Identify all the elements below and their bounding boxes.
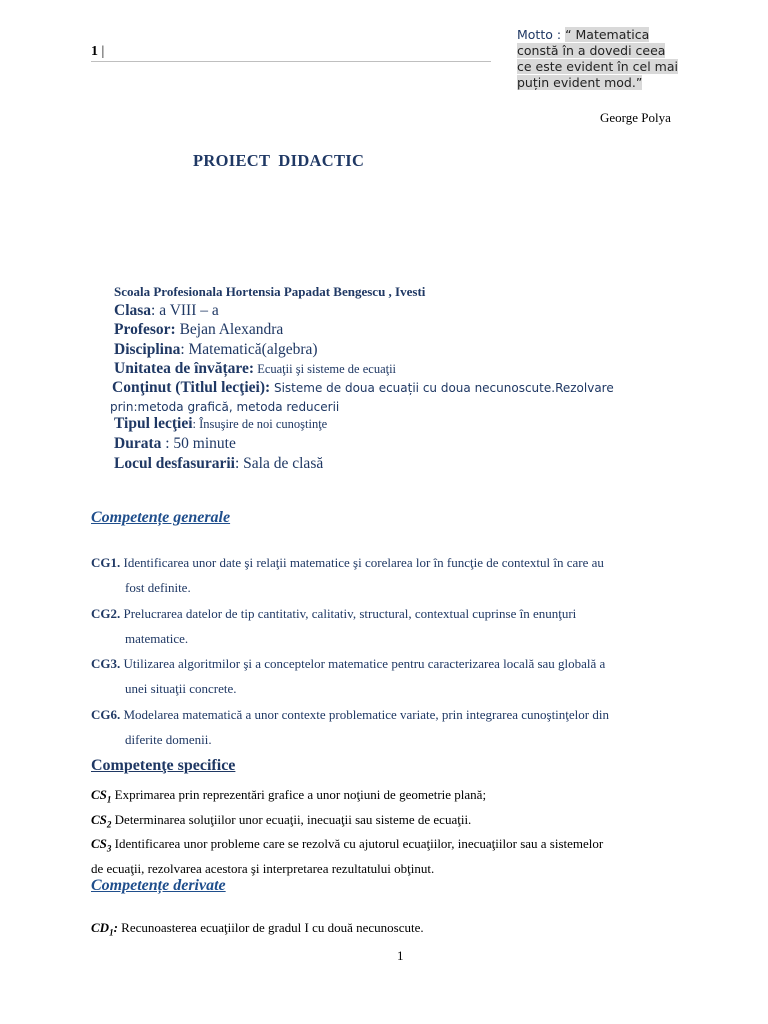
cs-text: Determinarea soluţiilor unor ecuaţii, inecuaţii sau sisteme de ecuaţii. <box>111 811 472 827</box>
continut-value: Sisteme de doua ecuații cu doua necunoscute.Rezolvare <box>270 381 614 395</box>
cg-text: Modelarea matematică a unor contexte problematice variate, prin integrarea cunoştinţelor din <box>120 707 609 722</box>
heading-competente-generale: Competențe generale <box>91 509 231 526</box>
info-profesor <box>114 321 283 339</box>
heading-competente-specifice: Competenţe specifice <box>91 757 236 774</box>
motto-line: ce este evident în cel mai <box>517 59 678 74</box>
cg-text-cont: fost definite. <box>125 580 191 595</box>
cg-text-cont: diferite domenii. <box>125 732 212 747</box>
clasa-label: Clasa <box>114 302 152 319</box>
cg-item <box>91 601 711 651</box>
cs-code: CS <box>91 811 107 827</box>
cs-item <box>91 834 711 878</box>
continut-value-cont: prin:metoda grafică, metoda reducerii <box>110 400 340 414</box>
header-page-number <box>91 44 104 60</box>
cg-item <box>91 550 711 600</box>
durata-label: Durata <box>114 435 162 452</box>
header-separator: | <box>101 44 105 59</box>
cs-item <box>91 810 711 835</box>
info-continut <box>112 379 614 397</box>
unitatea-value: Ecuaţii şi sisteme de ecuaţii <box>254 362 397 376</box>
cs-list <box>91 785 711 878</box>
cg-code: CG2. <box>91 606 121 621</box>
heading-competente-derivate: Competențe derivate <box>91 877 226 894</box>
continut-label: Conţinut (Titlul lecţiei): <box>112 379 271 396</box>
header-rule <box>91 61 491 62</box>
cg-item <box>91 702 711 752</box>
cg-code: CG3. <box>91 656 121 671</box>
cs-item <box>91 785 711 810</box>
cg-item <box>91 651 711 701</box>
motto-label: Motto : <box>517 27 562 42</box>
cg-text: Prelucrarea datelor de tip cantitativ, calitativ, structural, contextual cuprinse în enunţuri <box>120 606 577 621</box>
info-continut-cont <box>110 398 339 416</box>
motto-line: puțin evident mod.” <box>517 75 643 90</box>
footer-page-number: 1 <box>397 948 404 963</box>
school-name: Scoala Profesionala Hortensia Papadat Bengescu , Ivesti <box>114 284 426 299</box>
tipul-label: Tipul lecţiei <box>114 415 193 432</box>
info-durata <box>114 435 236 453</box>
motto-block <box>517 27 697 91</box>
info-tipul <box>114 415 327 433</box>
profesor-value: Bejan Alexandra <box>175 321 284 338</box>
cd-text: Recunoasterea ecuaţiilor de gradul I cu două necunoscute. <box>117 920 424 935</box>
cs-code: CS <box>91 787 107 802</box>
cs-text-cont: de ecuaţii, rezolvarea acestora şi interpretarea rezultatului obţinut. <box>91 860 435 876</box>
cd-code: CD <box>91 920 110 935</box>
info-locul <box>114 455 323 473</box>
durata-value: : 50 minute <box>161 435 236 452</box>
motto-author: George Polya <box>600 110 671 125</box>
motto-line: “ Matematica <box>565 27 650 42</box>
clasa-value: : a VIII – a <box>151 302 219 319</box>
disciplina-label: Disciplina <box>114 341 181 358</box>
cs-sub: 3 <box>106 843 112 854</box>
profesor-label: Profesor: <box>114 321 176 338</box>
disciplina-value: : Matematică(algebra) <box>180 341 318 358</box>
info-unitatea <box>114 360 396 378</box>
info-disciplina <box>114 341 318 359</box>
locul-value: : Sala de clasă <box>235 455 324 472</box>
cd-item <box>91 920 424 938</box>
cs-sub: 1 <box>106 794 112 805</box>
document-title: PROIECT DIDACTIC <box>193 151 365 170</box>
cs-sub: 2 <box>106 819 112 830</box>
cg-code: CG6. <box>91 707 121 722</box>
locul-label: Locul desfasurarii <box>114 455 235 472</box>
cg-text: Utilizarea algoritmilor şi a conceptelor matematice pentru caracterizarea locală sau globală a <box>120 656 606 671</box>
unitatea-label: Unitatea de învățare: <box>114 360 255 377</box>
cg-text-cont: matematice. <box>125 631 189 646</box>
cd-suffix: : <box>113 920 118 935</box>
info-clasa <box>114 302 219 320</box>
motto-line: constă în a dovedi ceea <box>517 43 666 58</box>
cs-text: Identificarea unor probleme care se rezolvă cu ajutorul ecuaţiilor, inecuaţiilor sau a sistemelor <box>111 836 604 852</box>
cg-text-cont: unei situaţii concrete. <box>125 681 237 696</box>
cs-code: CS <box>91 836 107 852</box>
tipul-value: : Însuşire de noi cunoştinţe <box>192 417 328 431</box>
cg-code: CG1. <box>91 555 121 570</box>
cg-text: Identificarea unor date şi relaţii matematice şi corelarea lor în funcţie de contextul în care au <box>120 555 604 570</box>
header-page-label: 1 <box>91 44 98 59</box>
cd-sub: 1 <box>109 927 114 938</box>
cs-text: Exprimarea prin reprezentări grafice a unor noţiuni de geometrie plană; <box>111 787 487 802</box>
